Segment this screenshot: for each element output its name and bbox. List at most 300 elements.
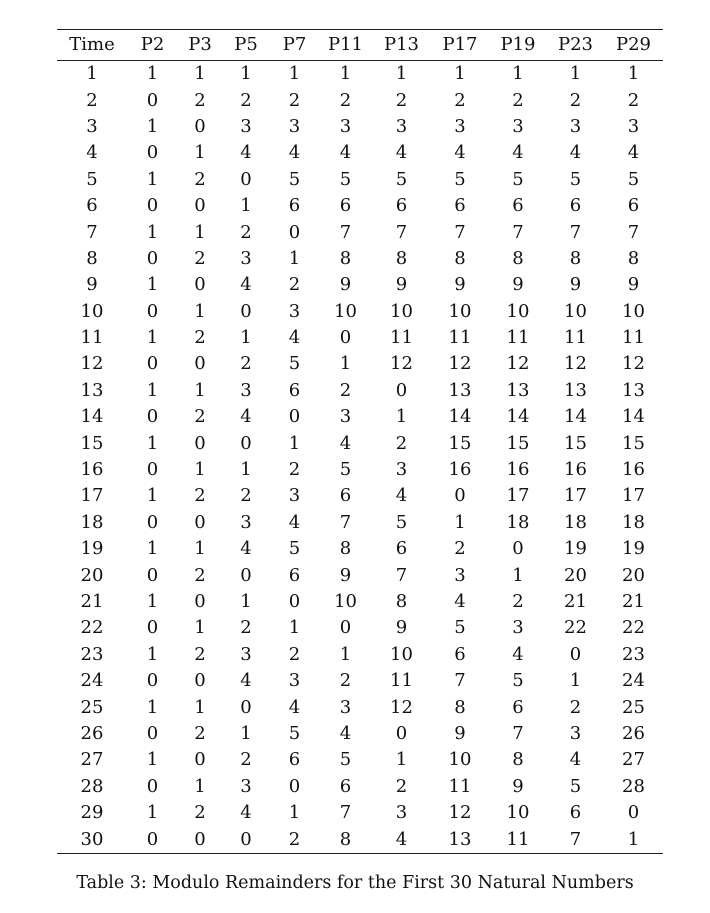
remainder-cell: 24 — [622, 670, 645, 692]
remainder-cell: 0 — [569, 643, 582, 665]
remainder-cell: 0 — [395, 379, 408, 401]
remainder-cell: 0 — [339, 617, 352, 639]
remainder-cell: 1 — [512, 564, 524, 586]
column-header: P29 — [615, 34, 651, 55]
remainder-cell: 25 — [622, 696, 645, 718]
remainder-cell: 1 — [194, 775, 206, 797]
table-row — [57, 299, 663, 325]
remainder-cell: 9 — [339, 564, 352, 586]
remainder-cell: 1 — [240, 195, 252, 217]
remainder-cell: 0 — [146, 195, 159, 217]
column-header: P5 — [234, 34, 258, 55]
remainder-cell: 2 — [395, 432, 408, 454]
remainder-cell: 4 — [454, 142, 466, 164]
time-cell: 25 — [80, 696, 104, 718]
remainder-cell: 2 — [569, 696, 582, 718]
time-cell: 21 — [80, 591, 104, 612]
remainder-cell: 27 — [622, 749, 645, 771]
remainder-cell: 3 — [395, 459, 408, 481]
remainder-cell: 19 — [564, 538, 587, 560]
remainder-cell: 2 — [339, 379, 352, 401]
remainder-cell: 7 — [339, 802, 352, 824]
table-row — [57, 694, 663, 720]
remainder-cell: 14 — [564, 406, 587, 428]
remainder-cell: 12 — [448, 802, 472, 824]
remainder-cell: 6 — [512, 696, 524, 718]
column-header: P19 — [500, 34, 536, 55]
remainder-cell: 1 — [339, 353, 352, 375]
time-cell: 30 — [80, 828, 104, 850]
remainder-cell: 2 — [288, 89, 301, 111]
table-row — [57, 193, 663, 219]
remainder-cell: 9 — [512, 775, 524, 797]
remainder-cell: 1 — [146, 749, 159, 771]
time-cell: 9 — [86, 274, 98, 296]
remainder-cell: 0 — [288, 775, 301, 797]
remainder-cell: 3 — [288, 115, 301, 137]
remainder-cell: 4 — [240, 802, 252, 824]
remainder-cell: 0 — [146, 459, 159, 481]
remainder-cell: 16 — [448, 459, 472, 481]
remainder-cell: 0 — [288, 221, 301, 243]
table-caption: Table 3: Modulo Remainders for the First 30 Natural Numbers — [76, 873, 634, 893]
remainder-cell: 5 — [627, 168, 640, 190]
remainder-cell: 5 — [395, 511, 408, 533]
remainder-cell: 0 — [194, 353, 206, 375]
table-row — [57, 800, 663, 826]
remainder-cell: 1 — [395, 406, 408, 428]
remainder-cell: 6 — [512, 195, 524, 217]
remainder-cell: 1 — [627, 63, 640, 85]
time-cell: 28 — [80, 775, 104, 797]
column-header: P13 — [383, 34, 419, 55]
remainder-cell: 4 — [288, 696, 301, 718]
remainder-cell: 15 — [448, 432, 472, 454]
remainder-cell: 0 — [240, 432, 252, 454]
remainder-cell: 2 — [194, 802, 206, 824]
remainder-cell: 0 — [194, 749, 206, 771]
remainder-cell: 1 — [288, 802, 301, 824]
remainder-cell: 3 — [240, 643, 252, 665]
remainder-cell: 1 — [194, 379, 206, 401]
remainder-cell: 16 — [622, 459, 645, 481]
table-header — [57, 30, 663, 61]
remainder-cell: 0 — [240, 168, 252, 190]
time-cell: 14 — [80, 406, 104, 428]
remainder-cell: 2 — [339, 670, 352, 692]
remainder-cell: 9 — [395, 274, 408, 296]
remainder-cell: 2 — [240, 353, 252, 375]
remainder-cell: 1 — [194, 63, 206, 85]
remainder-cell: 0 — [194, 828, 206, 850]
remainder-cell: 3 — [627, 115, 640, 137]
remainder-cell: 3 — [395, 115, 408, 137]
time-cell: 24 — [80, 670, 104, 692]
time-cell: 16 — [80, 459, 104, 481]
remainder-cell: 1 — [395, 749, 408, 771]
time-cell: 26 — [80, 722, 104, 744]
remainder-cell: 9 — [339, 274, 352, 296]
remainder-cell: 0 — [146, 89, 159, 111]
remainder-cell: 10 — [448, 749, 472, 771]
remainder-cell: 3 — [454, 564, 466, 586]
remainder-cell: 12 — [390, 696, 413, 718]
remainder-cell: 1 — [146, 538, 159, 560]
table-row — [57, 219, 663, 245]
remainder-cell: 9 — [512, 274, 524, 296]
remainder-cell: 16 — [506, 459, 530, 481]
remainder-cell: 17 — [622, 485, 645, 507]
remainder-cell: 5 — [569, 168, 582, 190]
remainder-cell: 7 — [454, 221, 466, 243]
remainder-cell: 5 — [288, 353, 301, 375]
remainder-cell: 2 — [194, 327, 206, 349]
time-cell: 12 — [80, 353, 104, 375]
remainder-cell: 15 — [564, 432, 587, 454]
table-body — [57, 61, 663, 854]
remainder-cell: 0 — [146, 775, 159, 797]
remainder-cell: 5 — [288, 168, 301, 190]
remainder-cell: 0 — [146, 142, 159, 164]
remainder-cell: 0 — [288, 406, 301, 428]
remainder-cell: 5 — [512, 670, 524, 692]
remainder-cell: 23 — [622, 643, 645, 665]
remainder-cell: 1 — [194, 300, 206, 322]
remainder-cell: 4 — [454, 591, 466, 612]
column-header: Time — [69, 34, 115, 55]
remainder-cell: 0 — [339, 327, 352, 349]
remainder-cell: 1 — [512, 63, 524, 85]
remainder-cell: 2 — [194, 406, 206, 428]
remainder-cell: 10 — [448, 300, 472, 322]
remainder-cell: 11 — [390, 670, 413, 692]
remainder-cell: 2 — [194, 722, 206, 744]
remainder-cell: 6 — [288, 564, 301, 586]
remainder-cell: 1 — [146, 168, 159, 190]
remainder-cell: 11 — [448, 775, 472, 797]
remainder-cell: 1 — [194, 538, 206, 560]
remainder-cell: 10 — [390, 643, 413, 665]
remainder-cell: 6 — [395, 538, 408, 560]
remainder-cell: 3 — [240, 379, 252, 401]
time-cell: 19 — [80, 538, 104, 560]
remainder-cell: 11 — [564, 327, 587, 349]
remainder-cell: 7 — [569, 221, 582, 243]
table-row — [57, 378, 663, 404]
remainder-cell: 0 — [146, 722, 159, 744]
remainder-cell: 1 — [146, 63, 159, 85]
remainder-cell: 6 — [288, 195, 301, 217]
remainder-cell: 4 — [339, 142, 352, 164]
time-cell: 20 — [80, 564, 104, 586]
table-row — [57, 562, 663, 588]
remainder-cell: 2 — [194, 168, 206, 190]
remainder-cell: 0 — [240, 564, 252, 586]
remainder-cell: 2 — [194, 643, 206, 665]
remainder-cell: 1 — [146, 485, 159, 507]
remainder-cell: 19 — [622, 538, 645, 560]
remainder-cell: 2 — [454, 89, 466, 111]
remainder-cell: 11 — [506, 828, 530, 850]
remainder-cell: 4 — [395, 828, 408, 850]
remainder-cell: 1 — [454, 511, 466, 533]
remainder-cell: 8 — [512, 247, 524, 269]
remainder-cell: 8 — [569, 247, 582, 269]
table-row — [57, 642, 663, 668]
remainder-cell: 0 — [240, 300, 252, 322]
remainder-cell: 1 — [146, 274, 159, 296]
table-row — [57, 167, 663, 193]
remainder-cell: 6 — [339, 485, 352, 507]
remainder-cell: 1 — [395, 63, 408, 85]
remainder-cell: 0 — [194, 432, 206, 454]
header-row — [57, 30, 663, 61]
table-row — [57, 615, 663, 641]
remainder-cell: 2 — [569, 89, 582, 111]
remainder-cell: 3 — [240, 511, 252, 533]
remainder-cell: 2 — [512, 591, 524, 612]
remainder-cell: 1 — [146, 696, 159, 718]
remainder-cell: 6 — [454, 643, 466, 665]
remainder-cell: 1 — [240, 591, 252, 612]
remainder-cell: 1 — [146, 221, 159, 243]
remainder-cell: 18 — [506, 511, 530, 533]
table-row — [57, 483, 663, 509]
remainder-cell: 10 — [506, 300, 530, 322]
remainder-cell: 10 — [622, 300, 645, 322]
modulo-remainders-table — [57, 29, 663, 854]
remainder-cell: 5 — [339, 749, 352, 771]
remainder-cell: 1 — [240, 459, 252, 481]
remainder-cell: 17 — [564, 485, 587, 507]
remainder-cell: 12 — [448, 353, 472, 375]
time-cell: 23 — [80, 643, 104, 665]
column-header: P7 — [282, 34, 307, 55]
time-cell: 29 — [80, 802, 104, 824]
remainder-cell: 3 — [512, 115, 524, 137]
remainder-cell: 8 — [454, 247, 466, 269]
remainder-cell: 0 — [146, 247, 159, 269]
time-cell: 18 — [80, 511, 104, 533]
remainder-cell: 2 — [240, 749, 252, 771]
table-row — [57, 246, 663, 272]
remainder-cell: 6 — [627, 195, 640, 217]
remainder-cell: 7 — [339, 511, 352, 533]
remainder-cell: 3 — [512, 617, 524, 639]
remainder-cell: 9 — [627, 274, 640, 296]
time-cell: 10 — [80, 300, 104, 322]
remainder-cell: 4 — [288, 511, 301, 533]
remainder-cell: 4 — [240, 406, 252, 428]
time-cell: 3 — [86, 115, 98, 137]
remainder-cell: 5 — [395, 168, 408, 190]
table-row — [57, 272, 663, 298]
remainder-cell: 1 — [627, 828, 640, 850]
remainder-cell: 12 — [506, 353, 530, 375]
time-cell: 4 — [86, 142, 98, 164]
remainder-cell: 1 — [339, 63, 352, 85]
remainder-cell: 4 — [512, 643, 524, 665]
table-row — [57, 721, 663, 747]
remainder-cell: 5 — [339, 168, 352, 190]
remainder-cell: 2 — [194, 485, 206, 507]
time-cell: 2 — [86, 89, 98, 111]
remainder-cell: 9 — [454, 274, 466, 296]
remainder-cell: 1 — [194, 459, 206, 481]
remainder-cell: 6 — [339, 775, 352, 797]
remainder-cell: 6 — [454, 195, 466, 217]
table-row — [57, 774, 663, 800]
remainder-cell: 7 — [339, 221, 352, 243]
remainder-cell: 28 — [622, 775, 645, 797]
remainder-cell: 2 — [454, 538, 466, 560]
remainder-cell: 2 — [194, 89, 206, 111]
remainder-cell: 0 — [146, 353, 159, 375]
remainder-cell: 3 — [569, 722, 582, 744]
remainder-cell: 0 — [395, 722, 408, 744]
remainder-cell: 1 — [240, 722, 252, 744]
remainder-cell: 1 — [146, 591, 159, 612]
remainder-cell: 1 — [339, 643, 352, 665]
remainder-cell: 4 — [288, 327, 301, 349]
remainder-cell: 0 — [146, 564, 159, 586]
remainder-cell: 1 — [288, 63, 301, 85]
remainder-cell: 4 — [395, 485, 408, 507]
remainder-cell: 4 — [240, 274, 252, 296]
remainder-cell: 4 — [339, 432, 352, 454]
remainder-cell: 13 — [506, 379, 530, 401]
remainder-cell: 20 — [622, 564, 645, 586]
remainder-cell: 5 — [288, 722, 301, 744]
remainder-cell: 4 — [240, 670, 252, 692]
remainder-cell: 11 — [390, 327, 413, 349]
remainder-cell: 5 — [339, 459, 352, 481]
remainder-cell: 4 — [339, 722, 352, 744]
remainder-cell: 6 — [288, 749, 301, 771]
remainder-cell: 7 — [512, 221, 524, 243]
remainder-cell: 0 — [240, 828, 252, 850]
remainder-cell: 8 — [627, 247, 640, 269]
remainder-cell: 0 — [146, 670, 159, 692]
table-row — [57, 510, 663, 536]
table-row — [57, 140, 663, 166]
remainder-cell: 7 — [627, 221, 640, 243]
remainder-cell: 13 — [448, 379, 472, 401]
remainder-cell: 0 — [288, 591, 301, 612]
remainder-cell: 1 — [288, 247, 301, 269]
remainder-cell: 6 — [569, 802, 582, 824]
time-cell: 15 — [80, 432, 104, 454]
time-cell: 8 — [86, 247, 98, 269]
remainder-cell: 8 — [339, 828, 352, 850]
remainder-cell: 0 — [627, 802, 640, 824]
remainder-cell: 8 — [339, 538, 352, 560]
remainder-cell: 12 — [564, 353, 587, 375]
remainder-cell: 0 — [146, 511, 159, 533]
remainder-cell: 2 — [288, 274, 301, 296]
remainder-cell: 26 — [622, 722, 645, 744]
remainder-cell: 3 — [339, 115, 352, 137]
remainder-cell: 12 — [390, 353, 413, 375]
table-row — [57, 826, 663, 853]
remainder-cell: 6 — [569, 195, 582, 217]
remainder-cell: 21 — [622, 591, 645, 612]
remainder-cell: 6 — [288, 379, 301, 401]
remainder-cell: 2 — [240, 485, 252, 507]
column-header: P3 — [188, 34, 212, 55]
remainder-cell: 1 — [454, 63, 466, 85]
remainder-cell: 5 — [454, 617, 466, 639]
remainder-cell: 1 — [146, 379, 159, 401]
remainder-cell: 7 — [512, 722, 524, 744]
table-row — [57, 430, 663, 456]
remainder-cell: 1 — [194, 696, 206, 718]
remainder-cell: 4 — [569, 142, 582, 164]
table-row — [57, 536, 663, 562]
table-row — [57, 747, 663, 773]
remainder-cell: 0 — [454, 485, 466, 507]
remainder-cell: 2 — [395, 89, 408, 111]
table-row — [57, 87, 663, 113]
remainder-cell: 2 — [240, 89, 252, 111]
remainder-cell: 2 — [288, 828, 301, 850]
remainder-cell: 2 — [627, 89, 640, 111]
remainder-cell: 13 — [448, 828, 472, 850]
table-row — [57, 589, 663, 615]
remainder-cell: 2 — [288, 643, 301, 665]
remainder-cell: 1 — [240, 63, 252, 85]
remainder-cell: 11 — [506, 327, 530, 349]
remainder-cell: 7 — [569, 828, 582, 850]
remainder-cell: 2 — [194, 564, 206, 586]
remainder-cell: 8 — [512, 749, 524, 771]
remainder-cell: 8 — [339, 247, 352, 269]
remainder-cell: 1 — [146, 432, 159, 454]
remainder-cell: 13 — [564, 379, 587, 401]
remainder-cell: 10 — [334, 591, 357, 612]
column-header: P11 — [327, 34, 363, 55]
remainder-cell: 18 — [564, 511, 587, 533]
table-row — [57, 114, 663, 140]
remainder-cell: 3 — [395, 802, 408, 824]
table-row — [57, 351, 663, 377]
remainder-cell: 0 — [194, 511, 206, 533]
time-cell: 13 — [80, 379, 104, 401]
remainder-cell: 2 — [288, 459, 301, 481]
remainder-cell: 11 — [448, 327, 472, 349]
remainder-cell: 15 — [506, 432, 530, 454]
remainder-cell: 9 — [454, 722, 466, 744]
remainder-cell: 3 — [339, 696, 352, 718]
remainder-cell: 4 — [395, 142, 408, 164]
remainder-cell: 22 — [622, 617, 645, 639]
remainder-cell: 3 — [288, 300, 301, 322]
remainder-cell: 2 — [240, 617, 252, 639]
remainder-cell: 10 — [390, 300, 413, 322]
remainder-cell: 0 — [240, 696, 252, 718]
time-cell: 11 — [80, 327, 104, 349]
remainder-cell: 1 — [194, 617, 206, 639]
time-cell: 1 — [86, 63, 98, 85]
table-row — [57, 325, 663, 351]
remainder-cell: 14 — [506, 406, 530, 428]
remainder-cell: 7 — [454, 670, 466, 692]
remainder-cell: 2 — [194, 247, 206, 269]
remainder-cell: 10 — [564, 300, 587, 322]
remainder-cell: 3 — [288, 670, 301, 692]
time-cell: 27 — [80, 749, 104, 771]
remainder-cell: 7 — [395, 221, 408, 243]
